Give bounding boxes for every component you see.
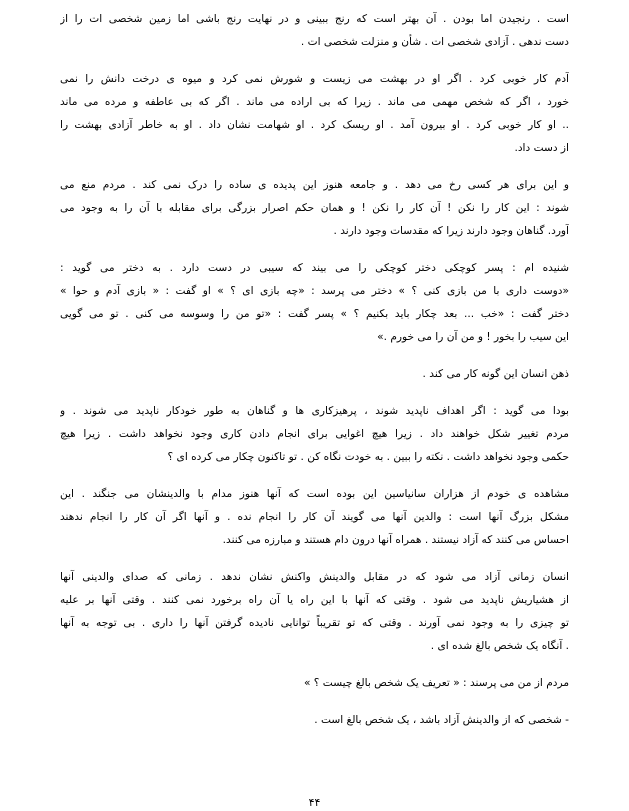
text-line: احساس می کنند که آزاد نیستند . همراه آنها درون دام هستند و مبارزه می کنند. (222, 534, 569, 546)
paragraph (60, 174, 569, 243)
text-line: دختر گفت : «خب ... بعد چکار باید بکنیم ؟ » پسر گفت : «تو من را وسوسه می کنی . تو می گویی (60, 308, 569, 320)
text-line: انسان زمانی آزاد می شود که در مقابل والدینش واکنش نشان ندهد . زمانی که صدای والدینی آنها (60, 571, 569, 583)
text-line: است . رنجیدن اما بودن . آن بهتر است که رنج ببینی و در نهایت رنج باشی اما زمین شخصی ات را از (60, 13, 569, 25)
text-line: شنیده ام : پسر کوچکی دختر کوچکی را می بیند که سیبی در دست دارد . به دختر می گوید : (60, 262, 569, 274)
paragraph (60, 483, 569, 552)
text-line: ذهن انسان این گونه کار می کند . (422, 368, 569, 380)
paragraph-gap (60, 243, 569, 257)
paragraph (60, 8, 569, 54)
text-line: تو چیزی را به وجود نمی آورند . وقتی که تو تقریباً توانایی نادیده گرفتن آنها را داری . بی توجه به آنها (60, 617, 569, 629)
text-line: از دست داد. (514, 142, 569, 154)
text-line: و این برای هر کسی رخ می دهد . و جامعه هنوز این پدیده ی ساده را درک نمی کند . مردم منع می (60, 179, 569, 191)
text-line: از هشیاریش ناپدید می شود . وقتی که آنها با این راه یا آن راه برخورد نمی کنند . وقتی آنها بر علیه (60, 594, 569, 606)
text-line: مردم تغییر شکل خواهند داد . زیرا هیچ اغوایی برای انجام دادن کاری وجود نخواهد داشت . زیرا هیچ (60, 428, 569, 440)
paragraph (60, 672, 569, 695)
page-number: ۴۴ (308, 796, 321, 809)
text-line: «دوست داری با من بازی کنی ؟ » دختر می پرسد : «چه بازی ای ؟ » او گفت : « بازی آدم و حوا » (60, 285, 569, 297)
text-line: شوند : این کار را نکن ! آن کار را نکن ! و همان حکم اصرار بزرگی برای مقابله با آن را به وجود می (60, 202, 569, 214)
paragraph (60, 566, 569, 658)
text-line: دست ندهی . آزادی شخصی ات . شأن و منزلت شخصی ات . (300, 36, 569, 48)
text-line: آدم کار خوبی کرد . اگر او در بهشت می زیست و شورش نمی کرد و میوه ی درخت دانش را نمی (60, 73, 569, 85)
text-line: - شخصی که از والدینش آزاد باشد ، یک شخص بالغ است . (314, 714, 569, 726)
text-line: این سیب را بخور ! و من آن را می خورم .» (377, 331, 569, 343)
paragraph (60, 709, 569, 732)
text-line: مشکل بزرگ آنها است : والدین آنها می گویند آن کار را انجام نده . و آنها اگر آن کار را انجام ندهند (60, 511, 569, 523)
text-line: . آنگاه یک شخص بالغ شده ای . (430, 640, 569, 652)
paragraph (60, 400, 569, 469)
paragraph-gap (60, 160, 569, 174)
paragraph-gap (60, 552, 569, 566)
paragraph-gap (60, 695, 569, 709)
paragraph-gap (60, 469, 569, 483)
text-line: مشاهده ی خودم از هزاران سانیاسین این بوده است که آنها هنوز مدام با والدینشان می جنگند . این (60, 488, 569, 500)
paragraph (60, 68, 569, 160)
text-line: آورد. گناهان وجود دارند زیرا که مقدسات وجود دارند . (333, 225, 569, 237)
paragraph-gap (60, 54, 569, 68)
text-line: خورد ، اگر که شخص مهمی می ماند . زیرا که بی اراده می ماند . اگر که بی عاطفه و مرده می ماند (60, 96, 569, 108)
body-text (60, 8, 569, 732)
text-line: مردم از من می پرسند : « تعریف یک شخص بالغ چیست ؟ » (303, 677, 569, 689)
paragraph (60, 257, 569, 349)
paragraph-gap (60, 658, 569, 672)
text-line: .. او کار خوبی کرد . او بیرون آمد . او ریسک کرد . او شهامت نشان داد . او به خاطر آزادی بهشت را (60, 119, 569, 131)
text-line: حکمی وجود نخواهد داشت . نکته را ببین . به خودت نگاه کن . تو تاکنون چکار می کرده ای ؟ (167, 451, 569, 463)
paragraph-gap (60, 386, 569, 400)
text-line: بودا می گوید : اگر اهداف ناپدید شوند ، پرهیزکاری ها و گناهان به طور خودکار ناپدید می شوند . و (60, 405, 569, 417)
paragraph (60, 363, 569, 386)
paragraph-gap (60, 349, 569, 363)
